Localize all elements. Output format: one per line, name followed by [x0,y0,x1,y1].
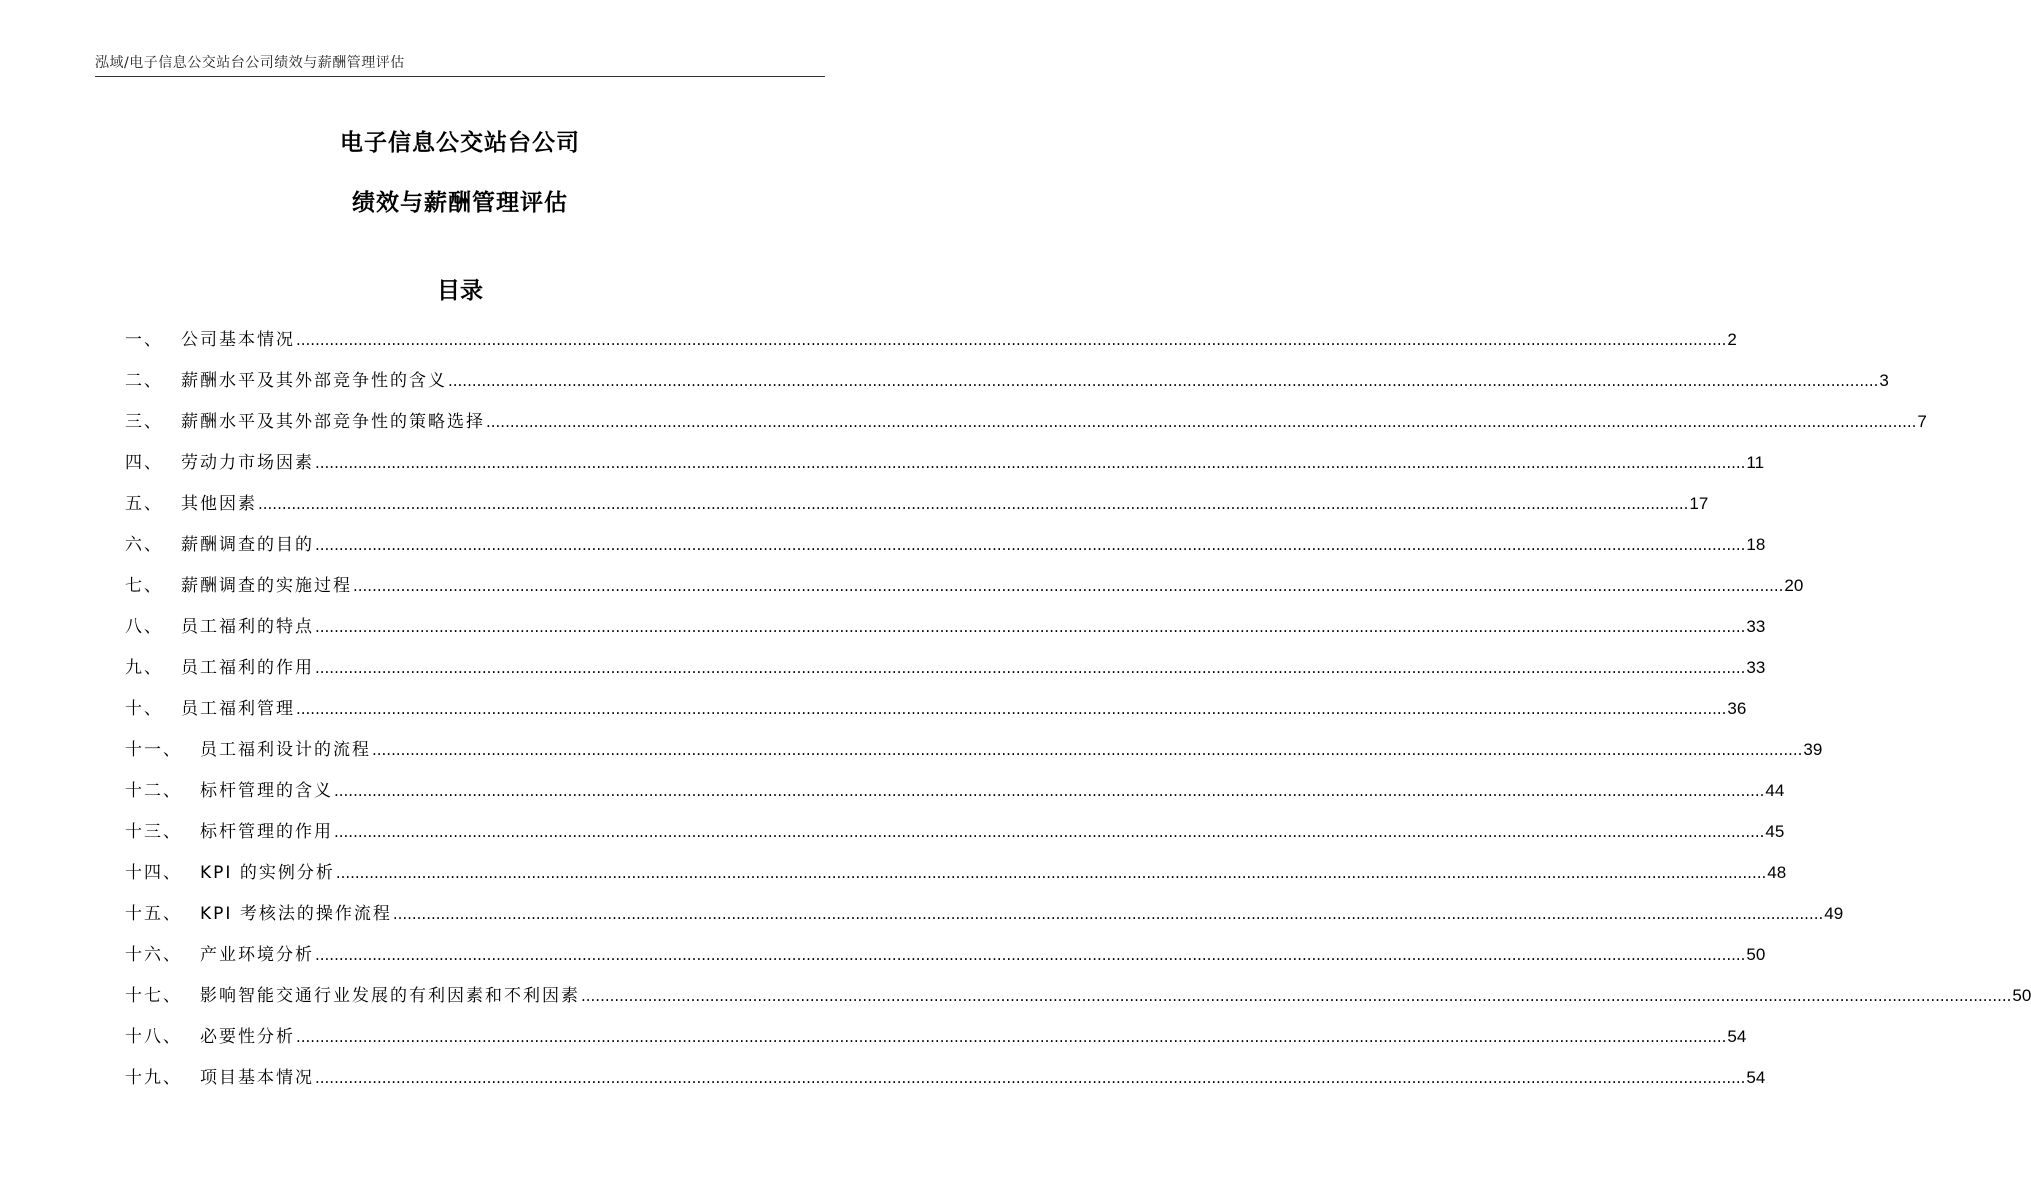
toc-entry[interactable] [125,609,1766,650]
toc-dot-leader: ............................................................................................................................................................................................................................................................................................................ [296,700,1727,718]
toc-dot-leader: ............................................................................................................................................................................................................................................................................................................ [581,987,2012,1005]
toc-entry-page: 36 [1727,699,1747,718]
toc-entry[interactable] [125,486,1709,527]
toc-dot-leader: ............................................................................................................................................................................................................................................................................................................ [334,823,1765,841]
toc-entry-page: 33 [1746,658,1766,677]
toc-entry-number: 十一、 [125,740,182,760]
toc-dot-leader: ............................................................................................................................................................................................................................................................................................................ [392,905,1824,923]
toc-entry-number: 十六、 [125,945,182,965]
toc-entry-title: 薪酬水平及其外部竞争性的策略选择 [181,412,485,432]
toc-entry-page: 44 [1765,781,1785,800]
toc-entry-title: 项目基本情况 [200,1068,314,1088]
toc-entry[interactable] [125,896,1844,937]
toc-dot-leader: ............................................................................................................................................................................................................................................................................................................ [315,946,1746,964]
toc-entry-number: 十、 [125,699,163,719]
toc-entry[interactable] [125,445,1765,486]
toc-entry-title: 员工福利的作用 [181,658,314,678]
toc-entry[interactable] [125,937,1766,978]
toc-entry[interactable] [125,404,1927,445]
toc-entry-page: 50 [1746,945,1766,964]
document-title-line1: 电子信息公交站台公司 [340,130,580,156]
toc-entry-page: 17 [1689,494,1709,513]
toc-entry-page: 54 [1746,1068,1766,1087]
toc-entry[interactable] [125,650,1766,691]
toc-entry[interactable] [125,1019,1747,1060]
toc-entry-number: 十三、 [125,822,182,842]
document-title-line2: 绩效与薪酬管理评估 [352,190,568,216]
toc-entry-page: 33 [1746,617,1766,636]
toc-dot-leader: ............................................................................................................................................................................................................................................................................................................ [296,331,1727,349]
toc-entry-title: 薪酬调查的目的 [181,535,314,555]
toc-entry-title: 产业环境分析 [200,945,314,965]
toc-dot-leader: ............................................................................................................................................................................................................................................................................................................ [296,1028,1727,1046]
toc-entry-page: 7 [1917,412,1927,431]
toc-entry-page: 48 [1767,863,1787,882]
toc-entry-page: 50 [2012,986,2031,1005]
toc-dot-leader: ............................................................................................................................................................................................................................................................................................................ [315,1069,1746,1087]
toc-entry-title: 劳动力市场因素 [181,453,314,473]
toc-dot-leader: ............................................................................................................................................................................................................................................................................................................ [315,659,1746,677]
toc-entry-number: 十五、 [125,904,182,924]
toc-entry-title: 必要性分析 [200,1027,295,1047]
toc-entry-number: 十八、 [125,1027,182,1047]
toc-entry-title: 影响智能交通行业发展的有利因素和不利因素 [200,986,580,1006]
toc-entry-number: 二、 [125,371,163,391]
toc-entry-title: 标杆管理的作用 [200,822,333,842]
toc-entry-title: 员工福利管理 [181,699,295,719]
toc-dot-leader: ............................................................................................................................................................................................................................................................................................................ [315,536,1746,554]
toc-entry-title: 标杆管理的含义 [200,781,333,801]
toc-dot-leader: ............................................................................................................................................................................................................................................................................................................ [353,577,1784,595]
toc-entry[interactable] [125,855,1787,896]
toc-entry[interactable] [125,527,1766,568]
toc-entry-number: 十七、 [125,986,182,1006]
toc-dot-leader: ............................................................................................................................................................................................................................................................................................................ [315,454,1746,472]
toc-entry-number: 五、 [125,494,163,514]
toc-dot-leader: ............................................................................................................................................................................................................................................................................................................ [448,372,1879,390]
toc-dot-leader: ............................................................................................................................................................................................................................................................................................................ [315,618,1746,636]
toc-entry-title: 员工福利的特点 [181,617,314,637]
toc-entry-title: 员工福利设计的流程 [200,740,371,760]
toc-dot-leader: ............................................................................................................................................................................................................................................................................................................ [335,864,1767,882]
toc-entry-number: 四、 [125,453,163,473]
toc-dot-leader: ............................................................................................................................................................................................................................................................................................................ [372,741,1803,759]
toc-entry[interactable] [125,363,1889,404]
toc-entry-number: 八、 [125,617,163,637]
toc-entry-page: 45 [1765,822,1785,841]
toc-entry-number: 九、 [125,658,163,678]
toc-entry-number: 三、 [125,412,163,432]
toc-entry-page: 54 [1727,1027,1747,1046]
header-divider [95,76,825,77]
toc-entry-page: 3 [1879,371,1889,390]
toc-entry[interactable] [125,732,1823,773]
toc-entry-title: 其他因素 [181,494,257,514]
toc-dot-leader: ............................................................................................................................................................................................................................................................................................................ [258,495,1689,513]
toc-entry-title: 公司基本情况 [181,330,295,350]
toc-entry-title: 薪酬水平及其外部竞争性的含义 [181,371,447,391]
toc-entry-number: 十四、 [125,863,182,883]
toc-entry[interactable] [125,691,1747,732]
toc-entry[interactable] [125,1060,1766,1101]
toc-entry-title: 薪酬调查的实施过程 [181,576,352,596]
toc-entry-page: 2 [1727,330,1737,349]
toc-entry-page: 49 [1824,904,1844,923]
table-of-contents [125,322,2031,1101]
toc-entry[interactable] [125,773,1785,814]
toc-entry[interactable] [125,322,1737,363]
toc-entry-page: 11 [1746,453,1765,472]
toc-entry[interactable] [125,568,1804,609]
toc-entry-number: 一、 [125,330,163,350]
running-header: 泓域/电子信息公交站台公司绩效与薪酬管理评估 [95,55,405,71]
toc-entry-number: 七、 [125,576,163,596]
toc-dot-leader: ............................................................................................................................................................................................................................................................................................................ [486,413,1917,431]
toc-entry[interactable] [125,814,1785,855]
toc-entry-number: 六、 [125,535,163,555]
toc-entry-page: 18 [1746,535,1766,554]
toc-heading: 目录 [437,278,483,304]
toc-entry-number: 十二、 [125,781,182,801]
toc-entry-number: 十九、 [125,1068,182,1088]
toc-entry-title: KPI 的实例分析 [200,863,335,883]
toc-dot-leader: ............................................................................................................................................................................................................................................................................................................ [334,782,1765,800]
toc-entry[interactable] [125,978,2031,1019]
toc-entry-page: 20 [1784,576,1804,595]
toc-entry-page: 39 [1803,740,1823,759]
toc-entry-title: KPI 考核法的操作流程 [200,904,392,924]
